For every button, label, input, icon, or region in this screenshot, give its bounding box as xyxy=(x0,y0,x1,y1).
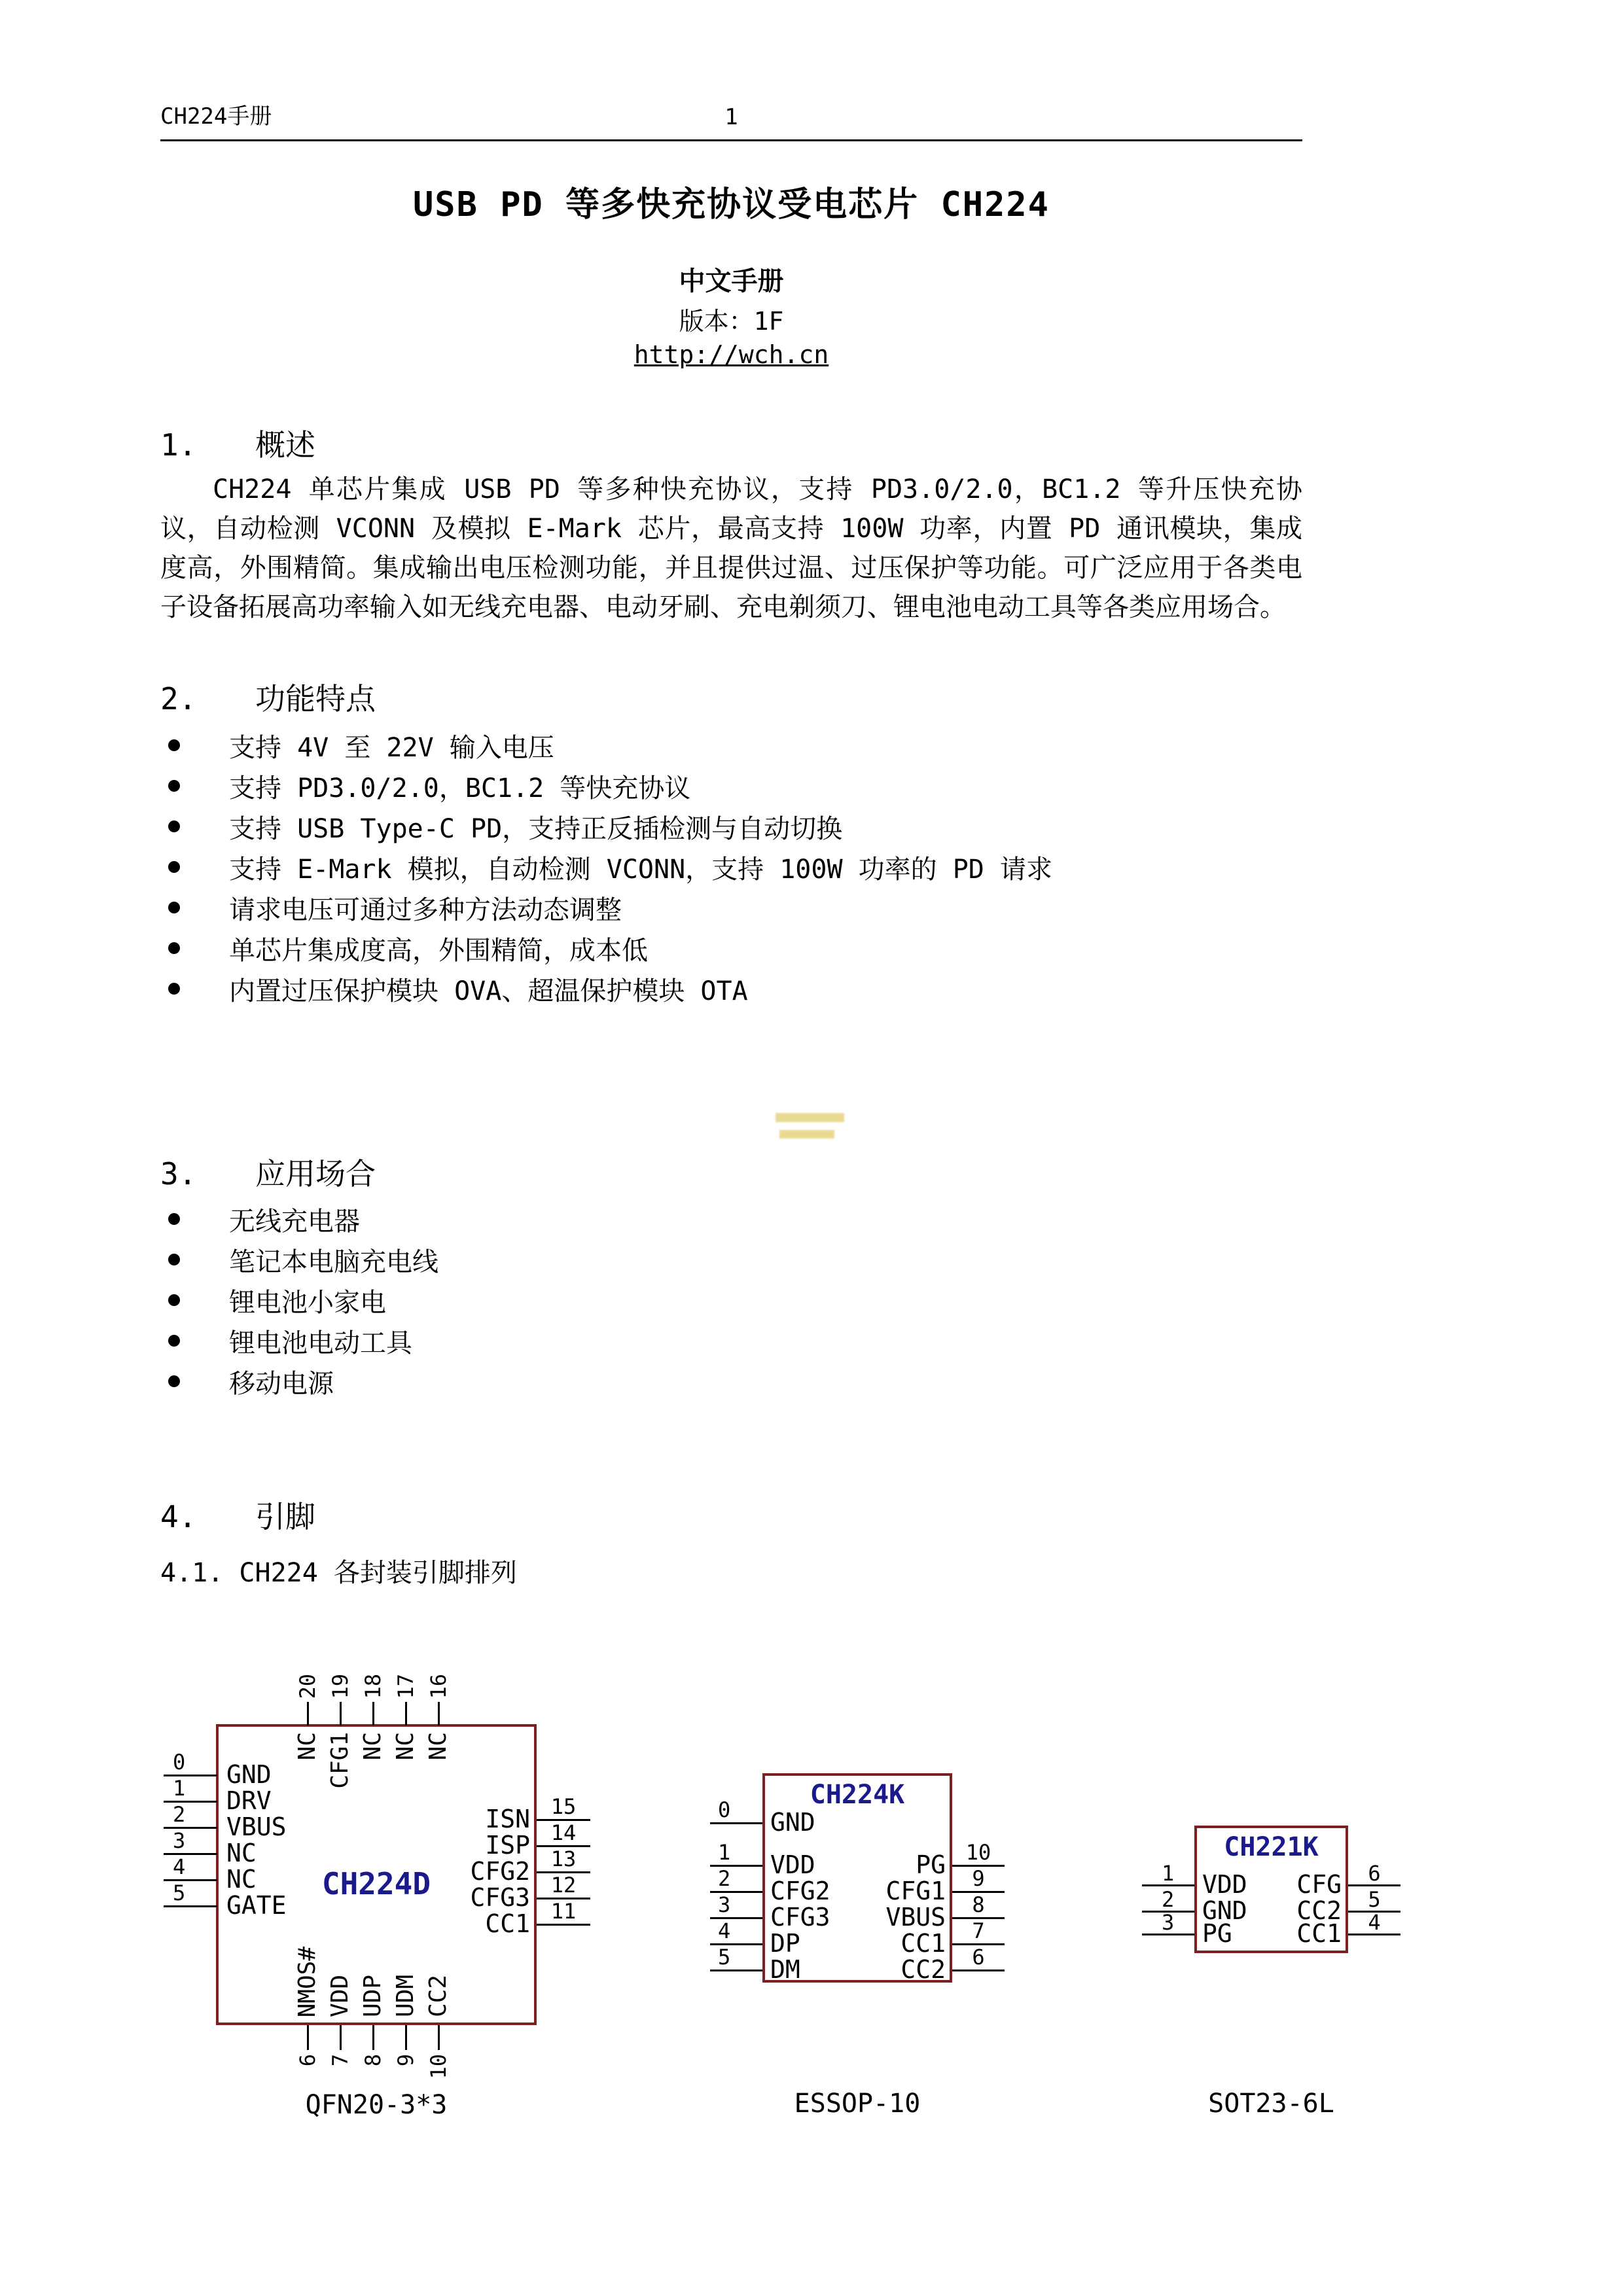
application-item xyxy=(160,1320,1302,1361)
section-number: 4. xyxy=(160,1499,197,1534)
pin-line xyxy=(405,2025,407,2050)
application-text: 笔记本电脑充电线 xyxy=(229,1246,438,1277)
pin-line xyxy=(340,2025,342,2050)
pin-line xyxy=(537,1924,590,1926)
application-item xyxy=(160,1199,1302,1239)
page-header xyxy=(160,98,1302,141)
application-text: 移动电源 xyxy=(229,1368,334,1399)
feature-item xyxy=(160,968,1302,1009)
pin-number: 0 xyxy=(718,1797,731,1822)
pin-label: NC xyxy=(392,1732,419,1761)
pin-line xyxy=(952,1969,1005,1971)
section-number: 1. xyxy=(160,427,197,463)
pin-line xyxy=(307,2025,309,2050)
section-title: 应用场合 xyxy=(255,1156,376,1192)
pin-line xyxy=(405,1702,407,1725)
pin-label: CC1 xyxy=(485,1909,530,1938)
pin-number: 7 xyxy=(328,2054,353,2067)
pin-number: 1 xyxy=(173,1776,186,1801)
feature-item xyxy=(160,725,1302,766)
bullet-icon xyxy=(168,780,180,792)
pin-label: CFG1 xyxy=(885,1877,946,1905)
website-link[interactable]: http://wch.cn xyxy=(633,340,829,369)
pin-line xyxy=(164,1827,217,1829)
bullet-icon xyxy=(168,1254,180,1265)
pin-number: 5 xyxy=(1368,1887,1381,1912)
bullet-icon xyxy=(168,739,180,751)
pin-label: CFG3 xyxy=(470,1883,530,1912)
pin-number: 4 xyxy=(718,1918,731,1943)
pin-number: 3 xyxy=(1162,1910,1175,1935)
pin-line xyxy=(164,1879,217,1881)
pin-number: 18 xyxy=(361,1674,385,1699)
pin-label: CC1 xyxy=(1296,1919,1342,1948)
pin-label: ISN xyxy=(485,1805,530,1833)
pin-line xyxy=(438,2025,440,2050)
package-diagram-essop10 xyxy=(707,1760,1073,2127)
pin-number: 2 xyxy=(718,1866,731,1891)
bullet-icon xyxy=(168,821,180,832)
doc-subtitle: 中文手册 xyxy=(679,266,784,296)
subsection-heading-pinout: 4.1. CH224 各封装引脚排列 xyxy=(160,1558,517,1588)
pin-label: DP xyxy=(770,1929,800,1958)
pin-number: 8 xyxy=(361,2054,385,2067)
pin-label: PG xyxy=(1202,1919,1232,1948)
watermark xyxy=(776,1109,844,1142)
pin-label: UDP xyxy=(359,1974,386,2017)
pin-label: NC xyxy=(359,1732,386,1761)
section-heading-applications xyxy=(160,1150,376,1193)
pin-label: VDD xyxy=(770,1850,815,1879)
pin-number: 9 xyxy=(972,1866,985,1891)
pin-label: DRV xyxy=(226,1786,272,1815)
pin-number: 1 xyxy=(718,1840,731,1865)
pin-number: 3 xyxy=(718,1892,731,1917)
pin-number: 6 xyxy=(295,2054,320,2067)
application-item xyxy=(160,1280,1302,1320)
package-caption: QFN20-3*3 xyxy=(305,2090,448,2120)
pin-label: VBUS xyxy=(885,1903,946,1932)
chip-name: CH224K xyxy=(810,1780,905,1810)
pin-number: 14 xyxy=(550,1820,577,1845)
pin-label: CC2 xyxy=(425,1974,452,2017)
pin-line xyxy=(164,1775,217,1776)
pin-label: CFG xyxy=(1296,1870,1342,1899)
pin-label: NC xyxy=(294,1732,321,1761)
feature-item xyxy=(160,847,1302,887)
pin-number: 4 xyxy=(1368,1910,1381,1935)
bullet-icon xyxy=(168,1375,180,1387)
overview-paragraph: CH224 单芯片集成 USB PD 等多种快充协议，支持 PD3.0/2.0，BC1.2 等升压快充协议，自动检测 VCONN 及模拟 E-Mark 芯片，最高支持 100W 功率，内置 PD 通讯模块，集成度高，外围精简。集成输出电压检测功能，并且提供过温、过压保护等功能。可广泛应用于各类电子设备拓展高功率输入如无线充电器、电动牙刷、充电剃须刀、锂电池电动工具等各类应用场合。 xyxy=(160,474,1302,622)
feature-text: 支持 4V 至 22V 输入电压 xyxy=(229,732,554,763)
bullet-icon xyxy=(168,942,180,954)
pin-label: PG xyxy=(916,1850,946,1879)
pin-label: GND xyxy=(770,1808,815,1837)
feature-item xyxy=(160,806,1302,847)
pin-label: CC2 xyxy=(901,1955,946,1984)
pin-number: 2 xyxy=(1162,1887,1175,1912)
pin-number: 5 xyxy=(173,1881,186,1905)
pin-number: 7 xyxy=(972,1918,985,1943)
pin-number: 8 xyxy=(972,1892,985,1917)
feature-text: 请求电压可通过多种方法动态调整 xyxy=(229,894,622,925)
section-heading-features xyxy=(160,675,376,718)
pin-label: DM xyxy=(770,1955,800,1984)
page-number: 1 xyxy=(724,104,738,130)
pin-number: 6 xyxy=(1368,1861,1381,1886)
pin-number: 10 xyxy=(426,2054,451,2079)
pin-label: CC2 xyxy=(1296,1896,1342,1925)
section-number: 3. xyxy=(160,1156,197,1192)
pin-label: VDD xyxy=(1202,1870,1247,1899)
pin-number: 1 xyxy=(1162,1861,1175,1886)
pin-number: 9 xyxy=(393,2054,418,2067)
bullet-icon xyxy=(168,902,180,913)
pin-label: GATE xyxy=(226,1891,287,1920)
pin-label: VDD xyxy=(327,1974,353,2017)
pin-label: UDM xyxy=(392,1974,419,2017)
doc-version: 版本：1F xyxy=(679,307,784,336)
feature-text: 支持 E-Mark 模拟，自动检测 VCONN，支持 100W 功率的 PD 请求 xyxy=(229,854,1052,885)
section-number: 2. xyxy=(160,681,197,716)
pin-number: 3 xyxy=(173,1828,186,1853)
chip-name: CH221K xyxy=(1224,1832,1319,1862)
features-list xyxy=(160,725,1302,1009)
header-doc-title: CH224手册 xyxy=(160,103,272,130)
package-diagram-qfn20 xyxy=(164,1655,622,2120)
pin-line xyxy=(164,1801,217,1803)
feature-text: 支持 PD3.0/2.0，BC1.2 等快充协议 xyxy=(229,773,691,804)
pin-number: 4 xyxy=(173,1854,186,1879)
pin-line xyxy=(164,1853,217,1855)
feature-item xyxy=(160,928,1302,968)
pin-number: 12 xyxy=(550,1873,577,1898)
pin-label: NC xyxy=(425,1732,452,1761)
section-heading-pins xyxy=(160,1493,315,1536)
pin-line xyxy=(340,1702,342,1725)
pin-line xyxy=(307,1702,309,1725)
pin-number: 6 xyxy=(972,1945,985,1969)
pin-number: 16 xyxy=(426,1674,451,1699)
pin-label: CFG2 xyxy=(470,1857,530,1886)
bullet-icon xyxy=(168,983,180,995)
bullet-icon xyxy=(168,1335,180,1347)
bullet-icon xyxy=(168,1294,180,1306)
package-caption: ESSOP-10 xyxy=(794,2089,921,2119)
pin-label: VBUS xyxy=(226,1812,287,1841)
pin-number: 20 xyxy=(295,1674,320,1699)
bullet-icon xyxy=(168,861,180,873)
pin-line xyxy=(710,1822,762,1824)
pin-label: NMOS# xyxy=(294,1946,321,2017)
application-item xyxy=(160,1361,1302,1402)
pin-label: CFG3 xyxy=(770,1903,830,1932)
section-title: 概述 xyxy=(255,427,315,463)
bullet-icon xyxy=(168,1213,180,1225)
pin-line xyxy=(164,1905,217,1907)
pin-number: 17 xyxy=(393,1674,418,1699)
pin-label: CC1 xyxy=(901,1929,946,1958)
pin-line xyxy=(438,1702,440,1725)
pin-number: 19 xyxy=(328,1674,353,1699)
application-item xyxy=(160,1239,1302,1280)
pin-label: CFG1 xyxy=(327,1732,353,1789)
applications-list xyxy=(160,1199,1302,1402)
pin-label: ISP xyxy=(485,1831,530,1860)
package-caption: SOT23-6L xyxy=(1208,2089,1334,2119)
pin-number: 5 xyxy=(718,1945,731,1969)
pin-number: 11 xyxy=(550,1899,577,1924)
application-text: 无线充电器 xyxy=(229,1206,360,1237)
chip-name: CH224D xyxy=(321,1866,431,1901)
pin-line xyxy=(710,1969,762,1971)
pin-number: 2 xyxy=(173,1802,186,1827)
pin-label: GND xyxy=(1202,1896,1247,1925)
pin-number: 0 xyxy=(173,1750,186,1775)
doc-link-row xyxy=(160,340,1302,369)
pin-label: NC xyxy=(226,1865,257,1894)
section-heading-overview xyxy=(160,421,315,465)
pin-number: 13 xyxy=(550,1846,577,1871)
section-title: 功能特点 xyxy=(255,681,376,716)
feature-text: 支持 USB Type-C PD，支持正反插检测与自动切换 xyxy=(229,813,843,844)
application-text: 锂电池小家电 xyxy=(229,1287,386,1318)
pin-label: CFG2 xyxy=(770,1877,830,1905)
feature-text: 内置过压保护模块 OVA、超温保护模块 OTA xyxy=(229,976,748,1006)
feature-text: 单芯片集成度高，外围精简，成本低 xyxy=(229,935,648,966)
section-title: 引脚 xyxy=(255,1499,315,1534)
feature-item xyxy=(160,766,1302,806)
application-text: 锂电池电动工具 xyxy=(229,1328,412,1358)
doc-title: USB PD 等多快充协议受电芯片 CH224 xyxy=(413,185,1050,224)
pin-line xyxy=(372,1702,374,1725)
pin-line xyxy=(372,2025,374,2050)
pin-label: NC xyxy=(226,1839,257,1867)
package-diagram-sot23 xyxy=(1142,1812,1456,2127)
pin-number: 15 xyxy=(550,1794,577,1819)
feature-item xyxy=(160,887,1302,928)
pin-number: 10 xyxy=(965,1840,991,1865)
pin-label: GND xyxy=(226,1760,272,1789)
